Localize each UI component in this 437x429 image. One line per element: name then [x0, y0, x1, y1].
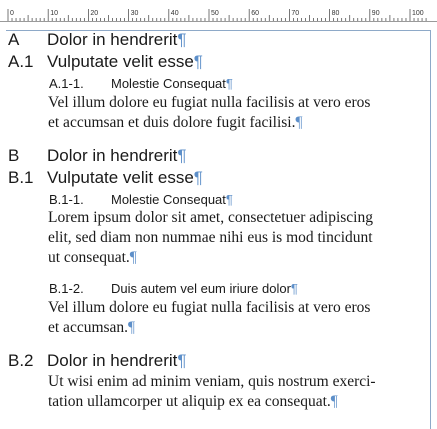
paragraph-line: ut consequat. — [48, 249, 130, 266]
paragraph-B2[interactable] — [48, 372, 430, 412]
ruler-label: 20 — [90, 10, 99, 17]
heading-number: A.1-1. — [49, 76, 84, 91]
heading-3-A1-1[interactable] — [49, 76, 429, 94]
heading-number: B.2 — [8, 351, 34, 370]
paragraph-line: Ut wisi enim ad minim veniam, quis nostrum exerci- — [48, 373, 376, 390]
heading-1-A[interactable] — [8, 30, 428, 52]
pilcrow-mark: ¶ — [129, 249, 137, 266]
ruler-label: 30 — [130, 10, 139, 17]
pilcrow-mark: ¶ — [177, 30, 187, 49]
ruler-label: 80 — [331, 10, 340, 17]
heading-number: B — [8, 146, 20, 165]
pilcrow-mark: ¶ — [225, 76, 233, 91]
heading-title: Dolor in hendrerit — [47, 30, 178, 49]
paragraph-A1-1[interactable] — [48, 93, 430, 133]
heading-title: Molestie Consequat — [111, 76, 226, 91]
paragraph-line: Vel illum dolore eu fugiat nulla facilisis at vero eros — [48, 299, 371, 316]
ruler-label: 70 — [291, 10, 300, 17]
heading-number: B.1-2. — [49, 281, 84, 296]
paragraph-line: Lorem ipsum dolor sit amet, consectetuer adipiscing — [48, 209, 373, 226]
pilcrow-mark: ¶ — [290, 281, 298, 296]
heading-1-B[interactable] — [8, 146, 428, 168]
heading-number: A — [8, 30, 20, 49]
ruler-label: 100 — [412, 10, 424, 17]
pilcrow-mark: ¶ — [225, 192, 233, 207]
pilcrow-mark: ¶ — [177, 351, 187, 370]
horizontal-ruler[interactable] — [0, 0, 437, 22]
heading-3-B1-2[interactable] — [49, 281, 429, 299]
paragraph-line: et accumsan et duis dolore fugit facilisi. — [48, 114, 296, 131]
ruler-ticks — [0, 0, 437, 22]
paragraph-line: et accumsan. — [48, 319, 129, 336]
paragraph-line: Vel illum dolore eu fugiat nulla facilisis at vero eros — [48, 94, 371, 111]
paragraph-line: tation ullamcorper ut aliquip ex ea consequat. — [48, 393, 331, 410]
heading-title: Duis autem vel eum iriure dolor — [111, 281, 291, 296]
paragraph-B1-2[interactable] — [48, 298, 430, 338]
ruler-label: 60 — [251, 10, 259, 17]
heading-number: B.1-1. — [49, 192, 84, 207]
ruler-label: 0 — [10, 10, 14, 17]
heading-2-B1[interactable] — [8, 168, 428, 190]
document-page[interactable] — [0, 26, 437, 429]
text-frame-right-edge — [430, 30, 431, 429]
heading-2-A1[interactable] — [8, 52, 428, 74]
pilcrow-mark: ¶ — [193, 52, 203, 71]
pilcrow-mark: ¶ — [128, 319, 136, 336]
ruler-label: 90 — [371, 10, 380, 17]
heading-number: B.1 — [8, 168, 34, 187]
paragraph-B1-1[interactable] — [48, 208, 430, 268]
heading-title: Vulputate velit esse — [47, 168, 194, 187]
heading-title: Vulputate velit esse — [47, 52, 194, 71]
pilcrow-mark: ¶ — [295, 114, 303, 131]
ruler-label: 10 — [50, 10, 58, 17]
pilcrow-mark: ¶ — [330, 393, 338, 410]
pilcrow-mark: ¶ — [177, 146, 187, 165]
heading-title: Dolor in hendrerit — [47, 351, 178, 370]
paragraph-line: elit, sed diam non nummae nihi eus is mod tincidunt — [48, 229, 373, 246]
ruler-label: 40 — [170, 10, 179, 17]
heading-title: Molestie Consequat — [111, 192, 226, 207]
heading-2-B2[interactable] — [8, 351, 428, 373]
heading-title: Dolor in hendrerit — [47, 146, 178, 165]
ruler-label: 50 — [211, 10, 219, 17]
pilcrow-mark: ¶ — [193, 168, 203, 187]
heading-number: A.1 — [8, 52, 34, 71]
